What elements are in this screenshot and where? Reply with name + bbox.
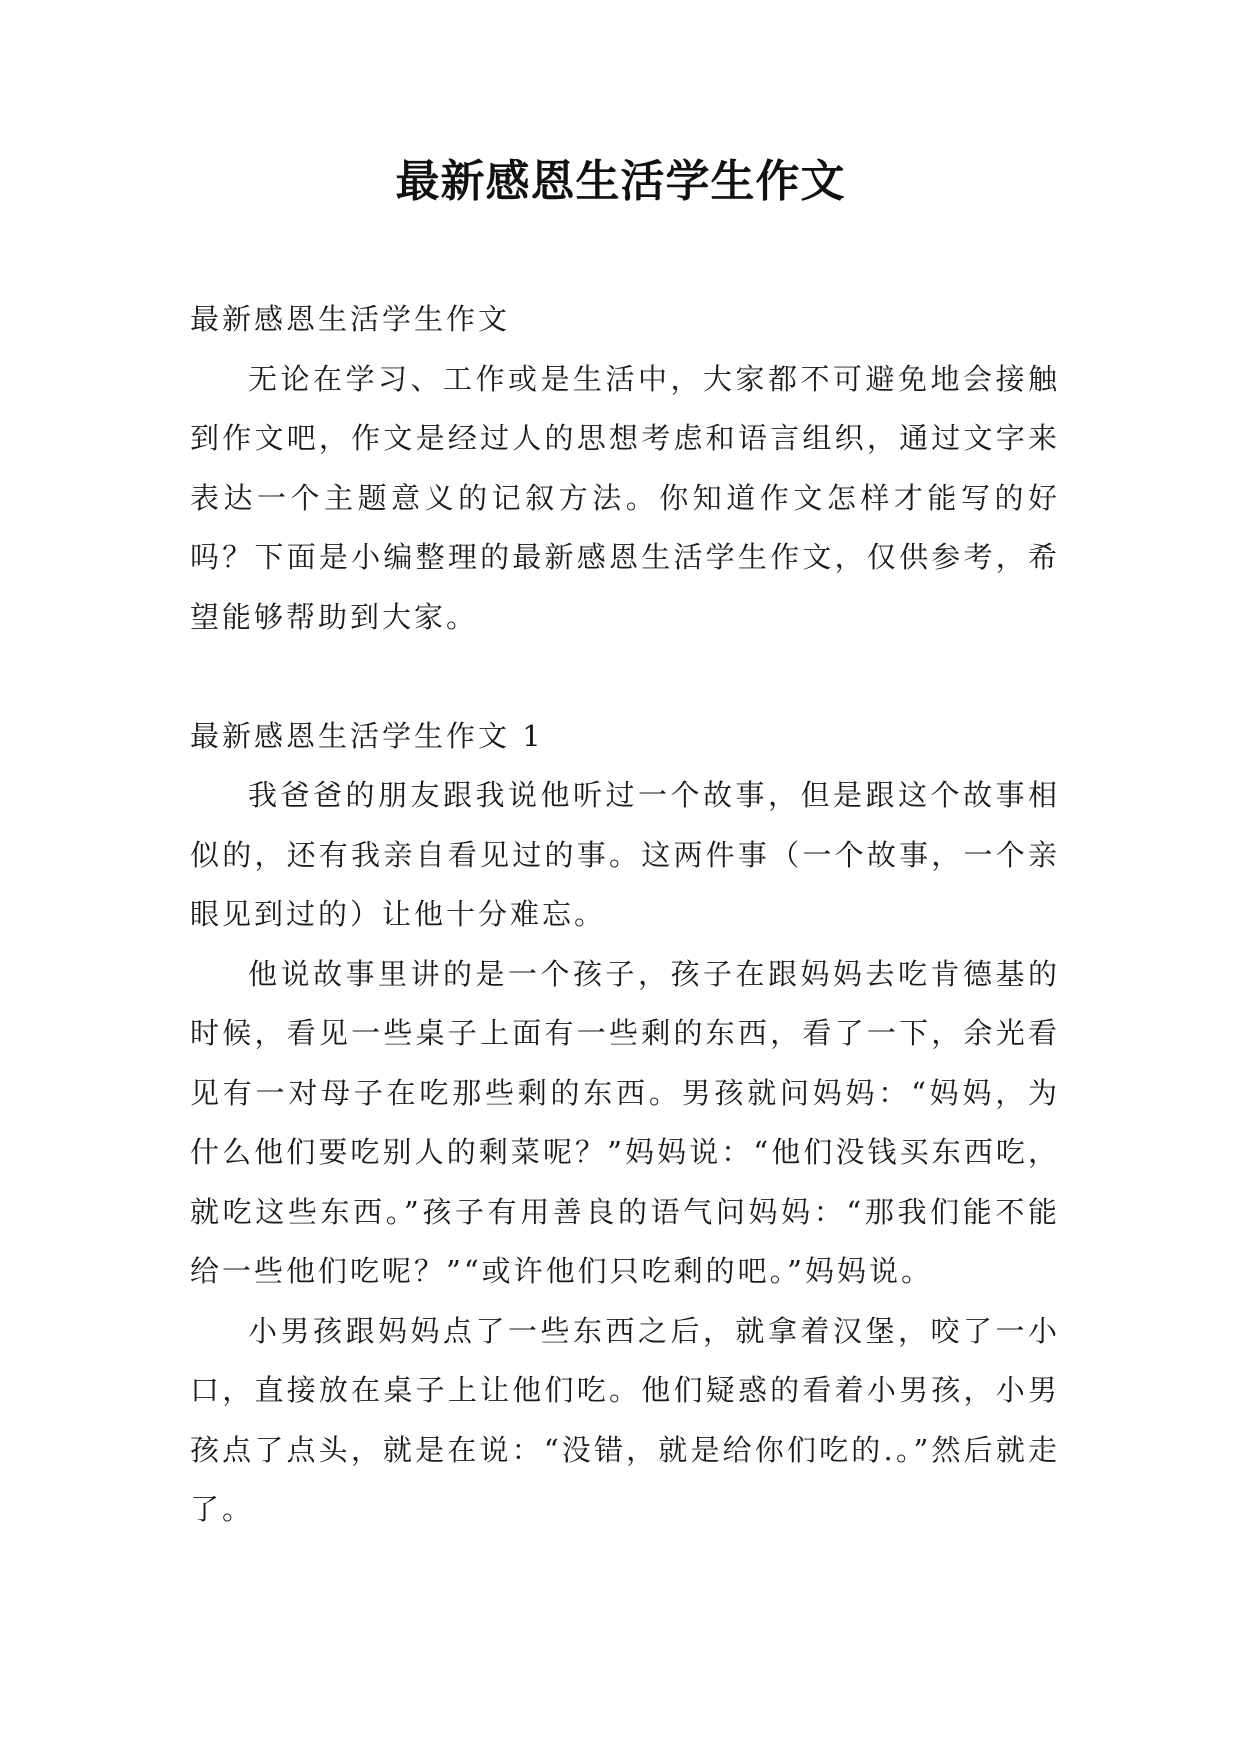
document-title: 最新感恩生活学生作文 bbox=[395, 156, 846, 207]
essay-paragraph: 他说故事里讲的是一个孩子，孩子在跟妈妈去吃肯德基的时候，看见一些桌子上面有一些剩的东西，看了一下，余光看见有一对母子在吃那些剩的东西。男孩就问妈妈：“妈妈，为什么他们要吃别人的剩菜呢？”妈妈说：“他们没钱买东西吃，就吃这些东西。”孩子有用善良的语气问妈妈：“那我们能不能给一些他们吃呢？”“或许他们只吃剩的吧。”妈妈说。 bbox=[190, 956, 1060, 1288]
document-body bbox=[190, 290, 1060, 1540]
essay-paragraph: 小男孩跟妈妈点了一些东西之后，就拿着汉堡，咬了一小口，直接放在桌子上让他们吃。他们疑惑的看着小男孩，小男孩点了点头，就是在说：“没错，就是给你们吃的.。”然后就走了。 bbox=[190, 1313, 1060, 1526]
intro-paragraph: 无论在学习、工作或是生活中，大家都不可避免地会接触到作文吧，作文是经过人的思想考虑和语言组织，通过文字来表达一个主题意义的记叙方法。你知道作文怎样才能写的好吗？下面是小编整理的最新感恩生活学生作文，仅供参考，希望能够帮助到大家。 bbox=[190, 361, 1060, 634]
essay-heading: 最新感恩生活学生作文 1 bbox=[190, 718, 544, 753]
intro-heading: 最新感恩生活学生作文 bbox=[190, 302, 511, 336]
essay-paragraph: 我爸爸的朋友跟我说他听过一个故事，但是跟这个故事相似的，还有我亲自看见过的事。这两件事（一个故事，一个亲眼见到过的）让他十分难忘。 bbox=[190, 778, 1060, 931]
